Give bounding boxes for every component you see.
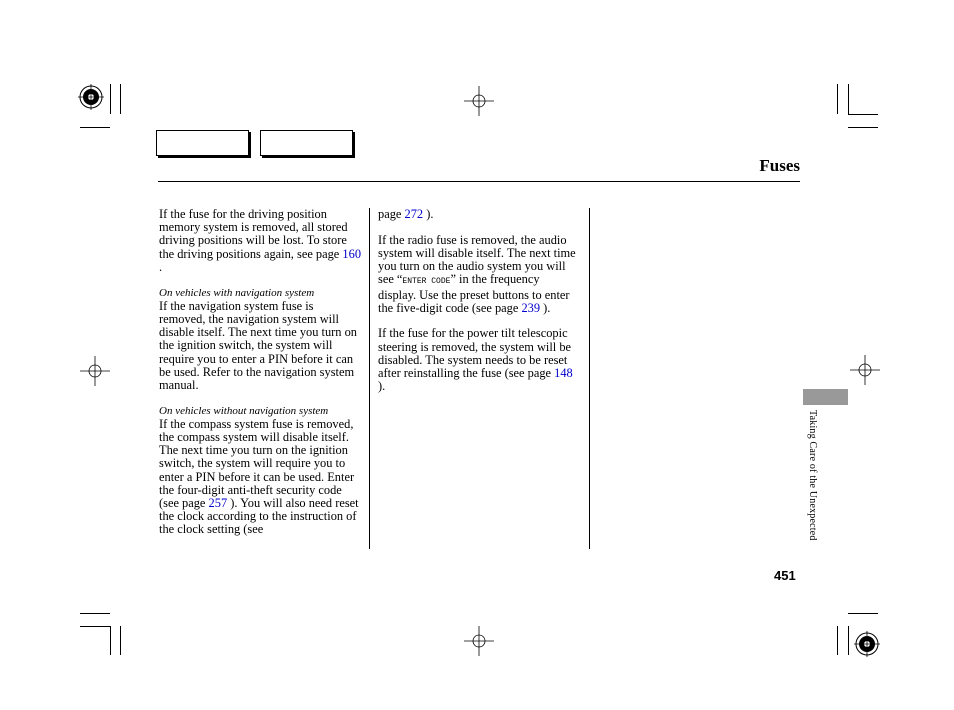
paragraph-radio-fuse: If the radio fuse is removed, the audio system will disable itself. The next time you turn on the audio system you will see “ENTER CODE” in the frequency display. Use the preset buttons to enter the five-digit code (see page 239 ).: [378, 232, 576, 315]
header-rule: [158, 181, 800, 182]
column-divider: [589, 208, 590, 549]
page-link-148[interactable]: 148: [554, 366, 573, 381]
registration-mark-icon: [854, 631, 880, 657]
subheading-without-navigation: On vehicles without navigation system: [159, 404, 329, 417]
page-number: 451: [774, 568, 796, 583]
crosshair-icon: [464, 86, 494, 116]
nav-button-previous[interactable]: [156, 130, 249, 156]
registration-mark-icon: [78, 84, 104, 110]
paragraph-steering-fuse: If the fuse for the power tilt telescopic steering is removed, the system will be disabled. The system needs to be reset after reinstalling the fuse (see page 148 ).: [378, 326, 573, 394]
nav-button-next[interactable]: [260, 130, 353, 156]
page-link-239[interactable]: 239: [521, 300, 541, 315]
display-code: ENTER CODE: [402, 277, 451, 287]
page-title: Fuses: [759, 156, 800, 175]
paragraph-navigation-fuse: On vehicles with navigation system If the navigation system fuse is removed, the navigation system will disable itself. The next time you turn on the ignition switch, the system will require you to enter a PIN before it can be used. Refer to the navigation system manual.: [159, 287, 361, 393]
paragraph-continued: page 272 ).: [378, 207, 434, 221]
column-divider: [369, 208, 370, 549]
paragraph-memory-fuse: If the fuse for the driving position memory system is removed, all stored driving positions will be lost. To store the driving positions again, see page 160 .: [159, 207, 362, 274]
column-1: [159, 208, 361, 549]
page-link-257[interactable]: 257: [208, 496, 228, 511]
column-2: [378, 208, 580, 406]
page-link-272[interactable]: 272: [404, 207, 424, 221]
section-tab: [803, 389, 848, 405]
crosshair-icon: [850, 355, 880, 385]
subheading-with-navigation: On vehicles with navigation system: [159, 286, 315, 299]
paragraph-compass-fuse: On vehicles without navigation system If the compass system fuse is removed, the compass system will disable itself. The next time you turn on the ignition switch, the system will require you to enter a PIN before it can be used. Enter the four-digit anti-theft security code (see page 257 ). You will also need reset the clock according to the instruction of the clock setting (see: [159, 405, 361, 537]
crosshair-icon: [464, 626, 494, 656]
crosshair-icon: [80, 356, 110, 386]
section-label: Taking Care of the Unexpected: [807, 410, 818, 541]
page-link-160[interactable]: 160: [342, 246, 362, 261]
